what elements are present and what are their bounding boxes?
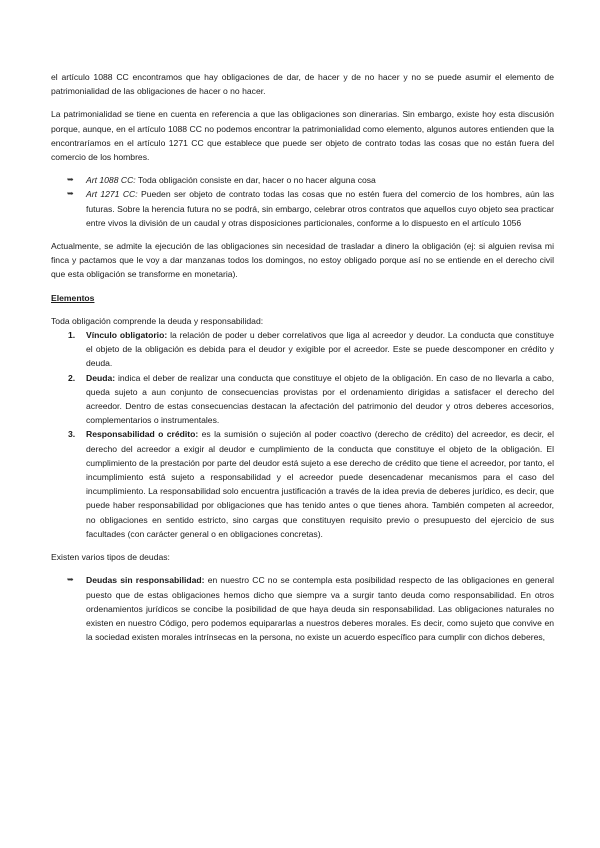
list-item [51,187,554,230]
item-number: 1. [68,330,76,341]
article-ref: Art 1088 CC: [86,175,136,186]
element-term: Vínculo obligatorio: [86,330,168,341]
item-number: 2. [68,372,76,383]
debt-term: Deudas sin responsabilidad: [86,575,205,586]
arrow-bullet-icon: ➥ [67,175,74,185]
element-term: Responsabilidad o crédito: [86,429,199,440]
list-item [51,573,554,644]
list-item [51,371,554,428]
debt-text: en nuestro CC no se contempla esta posibilidad respecto de las obligaciones en general puesto que de estas obligaciones hemos dicho que siempre va a surgir tanto deuda como responsabilidad. En otros ordenamientos jurídicos se concibe la posibilidad de que haya deuda sin responsabilidad. Las obligaciones naturales no existen en nuestro Código, pero podemos equipararlas a nuestros deberes morales. Es decir, como sujeto que convive en la sociedad existen morales intrínsecas en la persona, no existe un acuerdo específico para cumplir con dichos deberes, [86,575,555,643]
article-text: Pueden ser objeto de contrato todas las cosas que no estén fuera del comercio de los hombres, aún las futuras. Sobre la herencia futura no se podrá, sin embargo, celebrar otros contratos que aquellos cuyo objeto sea practicar entre vivos la división de un caudal y otras disposiciones particionales, conforme a lo dispuesto en el artículo 1056 [86,189,554,228]
list-item [51,427,554,541]
article-text: Toda obligación consiste en dar, hacer o no hacer alguna cosa [135,175,376,186]
arrow-bullet-icon: ➥ [67,575,74,585]
elements-list [51,328,554,541]
article-ref: Art 1271 CC: [86,189,138,200]
paragraph-1: el artículo 1088 CC encontramos que hay obligaciones de dar, de hacer y de no hacer y no se puede asumir el elemento de patrimonialidad de las obligaciones de hacer o no hacer. [51,72,554,97]
paragraph-4: Existen varios tipos de deudas: [51,552,170,563]
element-term: Deuda: [86,372,116,383]
paragraph-2: La patrimonialidad se tiene en cuenta en referencia a que las obligaciones son dinerarias. Sin embargo, existe hoy esta discusión porque, aunque, en el artículo 1088 CC no podemos encontrar la patrimonialidad como elemento, algunos autores entienden que la encontraríamos en el artículo 1271 CC que establece que puede ser objeto de contrato todas las cosas que no están fuera del comercio de los hombres. [51,109,554,163]
debt-types-list [51,573,554,644]
arrow-bullet-icon: ➥ [67,189,74,199]
elements-intro: Toda obligación comprende la deuda y responsabilidad: [51,315,264,326]
section-heading: Elementos [51,292,95,303]
list-item [51,328,554,371]
list-item [51,173,554,187]
paragraph-3: Actualmente, se admite la ejecución de las obligaciones sin necesidad de trasladar a dinero la obligación (ej: si alguien revisa mi finca y pactamos que le voy a dar manzanas todos los domingos, no estoy obligado porque así no se entiende en el derecho civil que esta obligación se transforme en monetaria). [51,241,554,280]
element-text: indica el deber de realizar una conducta que constituye el objeto de la obligación. En caso de no llevarla a cabo, queda sujeto a aun conjunto de consecuencias provistas por el ordenamiento dirigidas a satisfacer el derecho del acreedor. Dentro de estas consecuencias destacan la afectación del patrimonio del deudor y otros deberes accesorios, complementarios o instrumentales. [86,372,554,426]
article-list [51,173,554,230]
element-text: la relación de poder u deber correlativos que liga al acreedor y deudor. La conducta que constituye el objeto de la obligación es debida para el deudor y exigible por el acreedor. Este se puede descomponer en crédito y deuda. [86,330,554,369]
element-text: es la sumisión o sujeción al poder coactivo (derecho de crédito) del acreedor, es decir, el derecho del acreedor a exigir al deudor e cumplimiento de la conducta que constituye el objeto de la obligación. El cumplimiento de la prestación por parte del deudor está sujeto a ese derecho de crédito que tiene el acreedor, por tanto, el incumplimiento está sujeto a responsabilidad y el acreedor puede desencadenar mecanismos para el caso del incumplimiento. La responsabilidad solo encuentra justificación a través de la idea previa de deberes jurídico, es decir, que puede haber responsabilidad por obligaciones que has tenido antes o que tienes ahora. También competen al acreedor, no obligaciones en sentido estricto, sino cargas que constituyen requisito previo o presupuesto del ejercicio de sus facultades (con carácter general o en obligaciones concretas). [86,429,554,539]
item-number: 3. [68,429,76,440]
